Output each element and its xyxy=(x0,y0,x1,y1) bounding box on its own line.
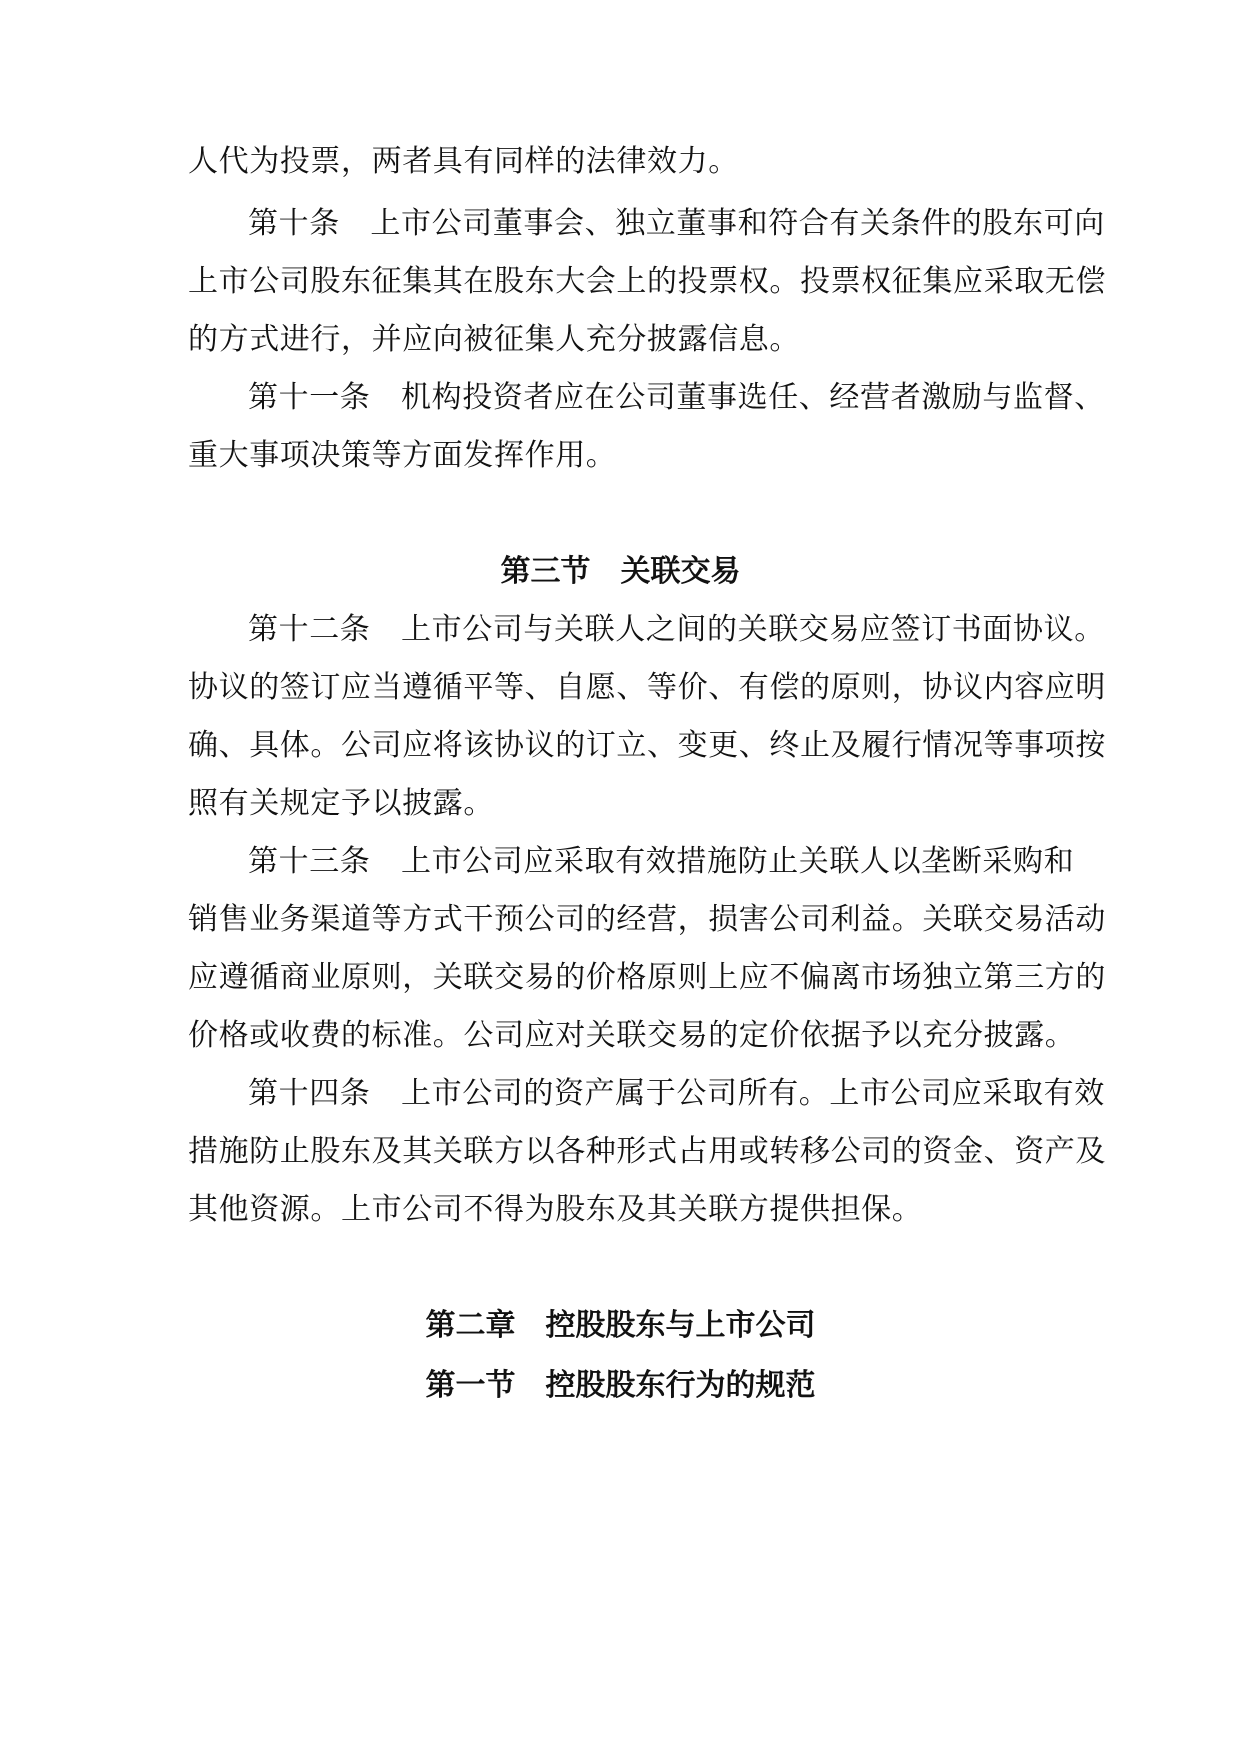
paragraph-line: 价格或收费的标准。公司应对关联交易的定价依据予以充分披露。 xyxy=(188,1018,1076,1053)
article-11-line: 第十一条 机构投资者应在公司董事选任、经营者激励与监督、 xyxy=(248,380,1105,415)
paragraph-line: 措施防止股东及其关联方以各种形式占用或转移公司的资金、资产及 xyxy=(188,1134,1106,1169)
paragraph-line: 确、具体。公司应将该协议的订立、变更、终止及履行情况等事项按 xyxy=(188,728,1106,763)
section-heading: 第三节 关联交易 xyxy=(500,554,741,589)
article-13-line: 第十三条 上市公司应采取有效措施防止关联人以垄断采购和 xyxy=(248,844,1075,879)
paragraph-line: 照有关规定予以披露。 xyxy=(188,786,494,821)
article-10-line: 第十条 上市公司董事会、独立董事和符合有关条件的股东可向 xyxy=(248,206,1105,241)
paragraph-line: 重大事项决策等方面发挥作用。 xyxy=(188,438,617,473)
section-heading: 第一节 控股股东行为的规范 xyxy=(425,1368,816,1403)
paragraph-line: 销售业务渠道等方式干预公司的经营，损害公司利益。关联交易活动 xyxy=(188,902,1106,937)
article-14-line: 第十四条 上市公司的资产属于公司所有。上市公司应采取有效 xyxy=(248,1076,1105,1111)
article-12-line: 第十二条 上市公司与关联人之间的关联交易应签订书面协议。 xyxy=(248,612,1105,647)
paragraph-line: 其他资源。上市公司不得为股东及其关联方提供担保。 xyxy=(188,1192,923,1227)
paragraph-line: 协议的签订应当遵循平等、自愿、等价、有偿的原则，协议内容应明 xyxy=(188,670,1106,705)
chapter-heading: 第二章 控股股东与上市公司 xyxy=(425,1308,816,1343)
paragraph-line: 人代为投票，两者具有同样的法律效力。 xyxy=(188,144,739,179)
paragraph-line: 上市公司股东征集其在股东大会上的投票权。投票权征集应采取无偿 xyxy=(188,264,1106,299)
paragraph-line: 应遵循商业原则，关联交易的价格原则上应不偏离市场独立第三方的 xyxy=(188,960,1106,995)
paragraph-line: 的方式进行，并应向被征集人充分披露信息。 xyxy=(188,322,800,357)
